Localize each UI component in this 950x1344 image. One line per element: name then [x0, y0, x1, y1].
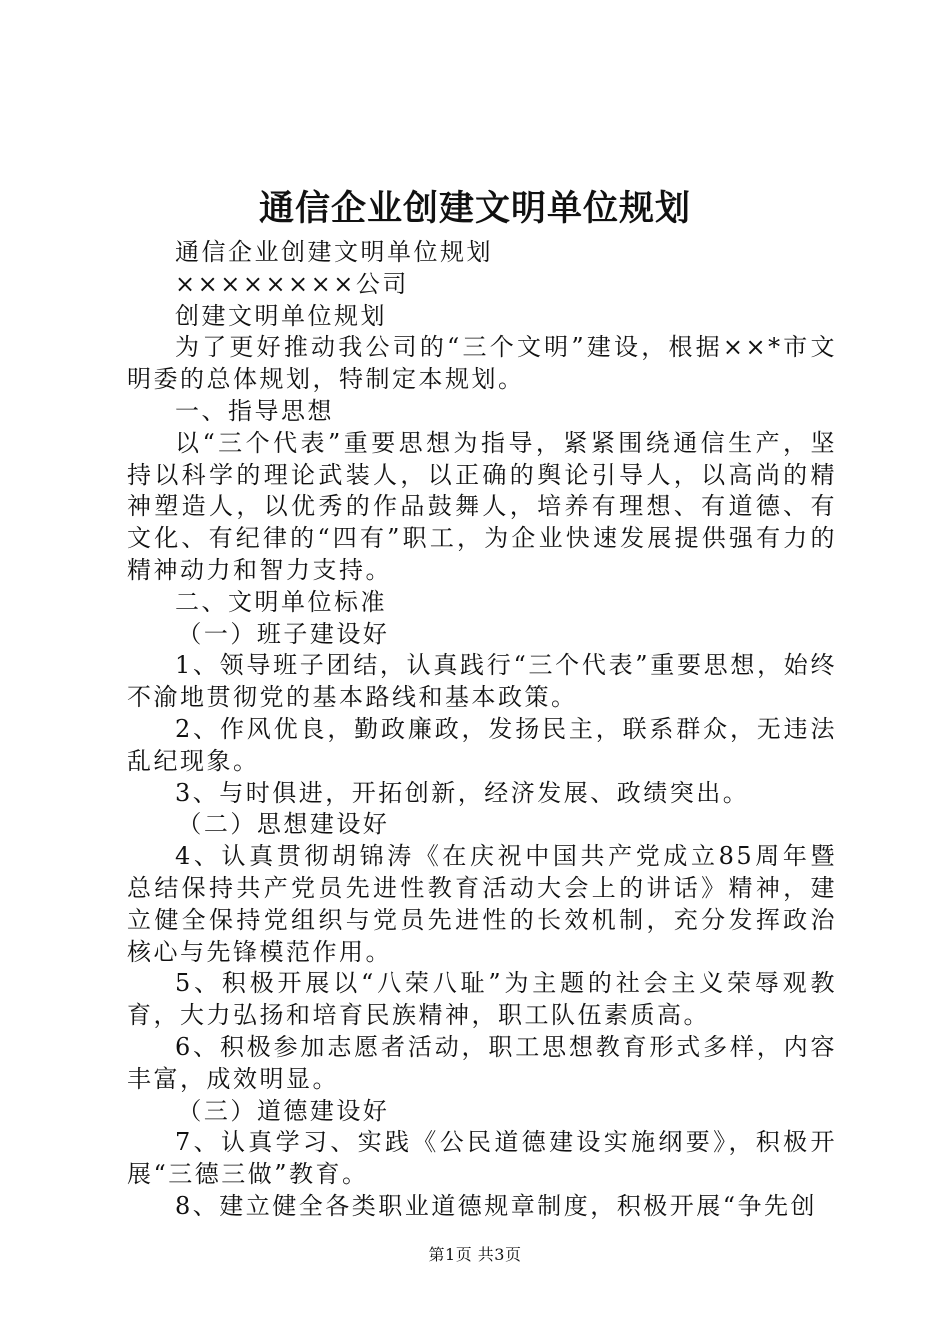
list-item-6: 6、积极参加志愿者活动，职工思想教育形式多样，内容丰富，成效明显。: [127, 1032, 837, 1093]
list-item-4: 4、认真贯彻胡锦涛《在庆祝中国共产党成立85周年暨总结保持共产党员先进性教育活动大会上的讲话》精神，建立健全保持党组织与党员先进性的长效机制，充分发挥政治核心与先锋模范作用。: [127, 842, 837, 966]
list-item-5: 5、积极开展以“八荣八耻”为主题的社会主义荣辱观教育，大力弘扬和培育民族精神，职工队伍素质高。: [127, 969, 837, 1030]
paragraph-subtitle: 创建文明单位规划: [175, 301, 387, 330]
page-footer: 第1页 共3页: [428, 1245, 522, 1264]
paragraph-heading-repeat: 通信企业创建文明单位规划: [175, 238, 493, 266]
list-item-7: 7、认真学习、实践《公民道德建设实施纲要》，积极开展“三德三做”教育。: [127, 1128, 837, 1189]
list-item-8: 8、建立健全各类职业道德规章制度，积极开展“争先创: [175, 1191, 818, 1220]
list-item-1: 1、领导班子团结，认真践行“三个代表”重要思想，始终不渝地贯彻党的基本路线和基本政策。: [127, 651, 837, 712]
subsection-heading-2: （二）思想建设好: [177, 810, 390, 839]
paragraph-intro: 为了更好推动我公司的“三个文明”建设，根据××*市文明委的总体规划，特制定本规划。: [127, 333, 837, 394]
section-heading-1: 一、指导思想: [175, 396, 334, 425]
document-title: 通信企业创建文明单位规划: [258, 189, 691, 229]
subsection-heading-1: （一）班子建设好: [177, 619, 390, 648]
list-item-2: 2、作风优良，勤政廉政，发扬民主，联系群众，无违法乱纪现象。: [127, 714, 837, 775]
paragraph-company: ××××××××公司: [175, 269, 409, 298]
paragraph-guiding-thought: 以“三个代表”重要思想为指导，紧紧围绕通信生产，坚持以科学的理论武装人，以正确的舆论引导人，以高尚的精神塑造人，以优秀的作品鼓舞人，培养有理想、有道德、有文化、有纪律的“四有”职工，为企业快速发展提供强有力的精神动力和智力支持。: [127, 428, 837, 584]
subsection-heading-3: （三）道德建设好: [177, 1096, 390, 1125]
section-heading-2: 二、文明单位标准: [175, 587, 387, 616]
list-item-3: 3、与时俱进，开拓创新，经济发展、政绩突出。: [175, 778, 750, 807]
document-body: [127, 237, 837, 1223]
